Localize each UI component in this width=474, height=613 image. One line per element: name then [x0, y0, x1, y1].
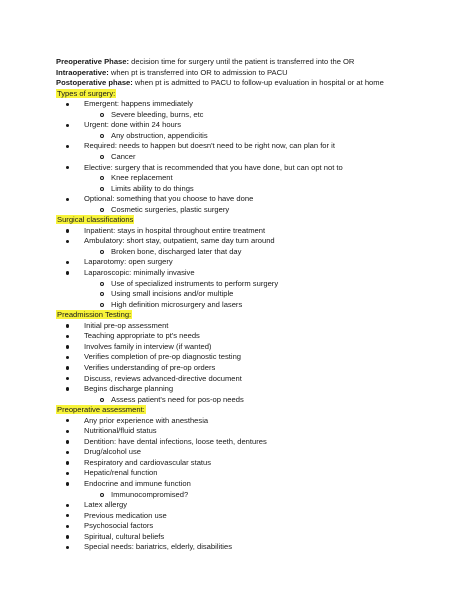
list-item: Nutritional/fluid status — [84, 426, 157, 436]
list-item: Laparoscopic: minimally invasive — [84, 268, 195, 277]
section-heading — [56, 89, 116, 99]
bullet-icon — [66, 366, 69, 369]
sub-list-item: Cosmetic surgeries, plastic surgery — [111, 204, 230, 214]
definition-text: when pt is transferred into OR to admission to PACU — [108, 67, 288, 77]
list-item: Elective: surgery that is recommended that you have done, but can opt not to — [84, 162, 343, 172]
list-item: Initial pre-op assessment — [84, 320, 169, 330]
bullet-icon — [66, 240, 69, 243]
list-item: Involves family in interview (if wanted) — [84, 341, 212, 351]
bullet-icon — [66, 451, 69, 454]
definition-text: decision time for surgery until the patient is transferred into the OR — [129, 57, 355, 66]
bullet-icon — [66, 356, 69, 359]
list-item: Psychosocial factors — [84, 521, 154, 531]
highlighted-heading: Types of surgery: — [57, 88, 116, 98]
list-item: Urgent: done within 24 hours — [84, 120, 182, 130]
list-item: Ambulatory: short stay, outpatient, same day turn around — [84, 236, 275, 246]
list-item: Verifies completion of pre-op diagnostic testing — [84, 352, 242, 362]
highlighted-heading: Preadmission Testing: — [57, 310, 132, 320]
sub-list-item: Assess patient's need for pos-op needs — [111, 394, 244, 404]
sub-list-item: Any obstruction, appendicitis — [111, 130, 208, 140]
definition-line — [56, 78, 384, 88]
definition-text: when pt is admitted to PACU to follow-up evaluation in hospital or at home — [132, 78, 384, 88]
bullet-icon — [66, 525, 69, 528]
list-item: Optional: something that you choose to have done — [84, 194, 254, 204]
list-item: Required: needs to happen but doesn't need to be right now, can plan for it — [84, 141, 335, 151]
bullet-icon — [66, 387, 69, 390]
hollow-bullet-icon — [100, 493, 104, 497]
hollow-bullet-icon — [100, 187, 104, 191]
sub-list-item: Broken bone, discharged later that day — [111, 246, 242, 256]
list-item: Latex allergy — [84, 500, 128, 510]
definition-line — [56, 57, 354, 67]
bullet-icon — [66, 166, 69, 169]
definition-term: Preoperative Phase: — [56, 57, 130, 66]
bullet-icon — [66, 103, 69, 106]
hollow-bullet-icon — [100, 303, 104, 307]
sub-list-item: High definition microsurgery and lasers — [111, 299, 243, 309]
list-item: Inpatient: stays in hospital throughout entire treatment — [84, 225, 266, 235]
hollow-bullet-icon — [100, 398, 104, 402]
list-item: Teaching appropriate to pt's needs — [84, 331, 200, 341]
bullet-icon — [66, 377, 69, 380]
list-item: Verifies understanding of pre-op orders — [84, 362, 216, 372]
list-item: Any prior experience with anesthesia — [84, 415, 209, 425]
list-item: Drug/alcohol use — [84, 447, 141, 457]
list-item: Respiratory and cardiovascular status — [84, 457, 212, 467]
list-item: Previous medication use — [84, 510, 167, 520]
list-item: Laparotomy: open surgery — [84, 257, 173, 267]
list-item: Begins discharge planning — [84, 384, 174, 394]
bullet-icon — [66, 198, 69, 201]
highlighted-heading: Surgical classifications — [57, 215, 134, 225]
bullet-icon — [66, 145, 69, 148]
sub-list-item: Cancer — [111, 151, 136, 161]
hollow-bullet-icon — [100, 208, 104, 212]
bullet-icon — [66, 261, 69, 264]
hollow-bullet-icon — [100, 176, 104, 180]
list-item: Endocrine and immune function — [84, 479, 191, 488]
bullet-icon — [66, 124, 69, 127]
list-item: Hepatic/renal function — [84, 468, 158, 478]
bullet-icon — [66, 461, 69, 464]
bullet-icon — [66, 345, 69, 348]
bullet-icon — [66, 440, 69, 443]
hollow-bullet-icon — [100, 134, 104, 138]
list-item: Dentition: have dental infections, loose teeth, dentures — [84, 436, 267, 446]
list-item: Emergent: happens immediately — [84, 99, 193, 109]
list-item: Spiritual, cultural beliefs — [84, 531, 165, 541]
bullet-icon — [66, 419, 69, 422]
sub-list-item: Immunocompromised? — [111, 489, 189, 499]
bullet-icon — [66, 504, 69, 507]
list-item: Discuss, reviews advanced-directive document — [84, 373, 242, 383]
bullet-icon — [66, 472, 69, 475]
bullet-icon — [66, 514, 69, 517]
sub-list-item: Using small incisions and/or multiple — [111, 289, 234, 299]
bullet-icon — [66, 335, 69, 338]
bullet-icon — [66, 324, 69, 327]
sub-list-item: Limits ability to do things — [111, 183, 194, 193]
sub-list-item: Use of specialized instruments to perform surgery — [111, 278, 279, 288]
hollow-bullet-icon — [100, 155, 104, 159]
bullet-icon — [66, 271, 69, 274]
list-item: Special needs: bariatrics, elderly, disabilities — [84, 542, 233, 552]
hollow-bullet-icon — [100, 282, 104, 286]
hollow-bullet-icon — [100, 113, 104, 117]
bullet-icon — [66, 535, 69, 538]
sub-list-item: Severe bleeding, burns, etc — [111, 109, 204, 119]
highlighted-heading: Preoperative assessment: — [57, 405, 145, 415]
section-heading — [56, 405, 146, 415]
bullet-icon — [66, 229, 69, 232]
bullet-icon — [66, 430, 69, 433]
bullet-icon — [66, 546, 69, 549]
definition-line — [56, 68, 288, 78]
sub-list-item: Knee replacement — [111, 173, 173, 183]
section-heading — [56, 310, 132, 320]
hollow-bullet-icon — [100, 292, 104, 296]
bullet-icon — [66, 482, 69, 485]
hollow-bullet-icon — [100, 250, 104, 254]
definition-term: Postoperative phase: — [56, 78, 133, 88]
section-heading — [56, 215, 134, 225]
definition-term: Intraoperative: — [56, 67, 109, 77]
